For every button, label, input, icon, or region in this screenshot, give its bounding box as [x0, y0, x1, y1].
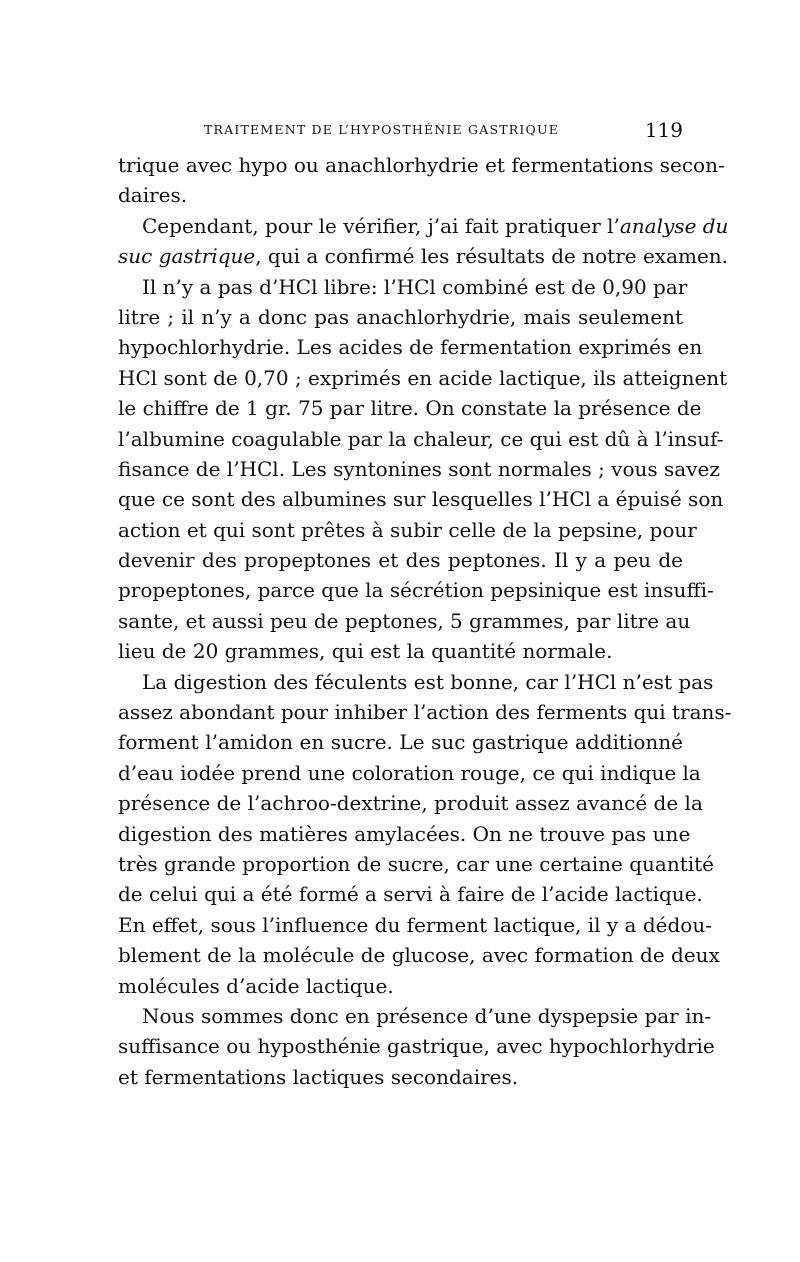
text-line: d’eau iodée prend une coloration rouge, ce qui indique la	[118, 760, 701, 785]
text-line: devenir des propeptones et des peptones. Il y a peu de	[118, 548, 683, 573]
text-line: La digestion des féculents est bonne, car l’HCl n’est pas	[142, 669, 714, 694]
text-line: présence de l’achroo-dextrine, produit assez avancé de la	[118, 791, 703, 816]
italic-text: analyse du	[619, 213, 729, 238]
text-line: que ce sont des albumines sur lesquelles l’HCl a épuisé son	[118, 487, 724, 512]
text-line	[118, 241, 729, 271]
text-line: daires.	[118, 183, 188, 208]
text-line: de celui qui a été formé a servi à faire de l’acide lactique.	[118, 882, 703, 907]
text-line: le chiffre de 1 gr. 75 par litre. On constate la présence de	[118, 396, 702, 421]
text-line: lieu de 20 grammes, qui est la quantité normale.	[118, 639, 613, 664]
text-span: Cependant, pour le vérifier, j’ai fait pratiquer l’	[142, 213, 620, 238]
text-line: l’albumine coagulable par la chaleur, ce qui est dû à l’insuf-	[118, 426, 724, 451]
text-line: fisance de l’HCl. Les syntonines sont normales ; vous savez	[118, 456, 720, 481]
text-span: , qui a confirmé les résultats de notre examen.	[255, 244, 729, 269]
text-line: et fermentations lactiques secondaires.	[118, 1064, 519, 1089]
text-line: très grande proportion de sucre, car une certaine quantité	[118, 851, 715, 876]
text-line: En effet, sous l’influence du ferment lactique, il y a dédou-	[118, 912, 712, 937]
text-line: Nous sommes donc en présence d’une dyspepsie par in-	[142, 1003, 712, 1028]
text-line: blement de la molécule de glucose, avec formation de deux	[118, 943, 720, 968]
text-line: digestion des matières amylacées. On ne trouve pas une	[118, 821, 691, 846]
text-line: trique avec hypo ou anachlorhydrie et fermentations secon-	[118, 153, 725, 177]
running-head	[118, 118, 683, 144]
italic-text: suc gastrique	[118, 244, 256, 269]
text-line: sante, et aussi peu de peptones, 5 grammes, par litre au	[118, 608, 691, 633]
text-line: molécules d’acide lactique.	[118, 973, 394, 998]
text-line: suffisance ou hyposthénie gastrique, avec hypochlorhydrie	[118, 1034, 715, 1059]
text-line: hypochlorhydrie. Les acides de fermentation exprimés en	[118, 335, 703, 360]
text-line: forment l’amidon en sucre. Le suc gastrique additionné	[118, 730, 683, 755]
text-line: propeptones, parce que la sécrétion pepsinique est insuffi-	[118, 578, 714, 603]
text-line: litre ; il n’y a donc pas anachlorhydrie, mais seulement	[118, 304, 683, 329]
text-line: Il n’y a pas d’HCl libre: l’HCl combiné est de 0,90 par	[142, 274, 688, 299]
text-line: HCl sont de 0,70 ; exprimés en acide lactique, ils atteignent	[118, 365, 728, 390]
running-title: TRAITEMENT DE L’HYPOSTHÉNIE GASTRIQUE	[204, 122, 560, 137]
text-line: assez abondant pour inhiber l’action des ferments qui trans-	[118, 700, 732, 725]
text-line	[118, 211, 729, 241]
page-number: 119	[644, 118, 683, 142]
text-line: action et qui sont prêtes à subir celle de la pepsine, pour	[118, 517, 697, 542]
body-text	[118, 150, 732, 1092]
